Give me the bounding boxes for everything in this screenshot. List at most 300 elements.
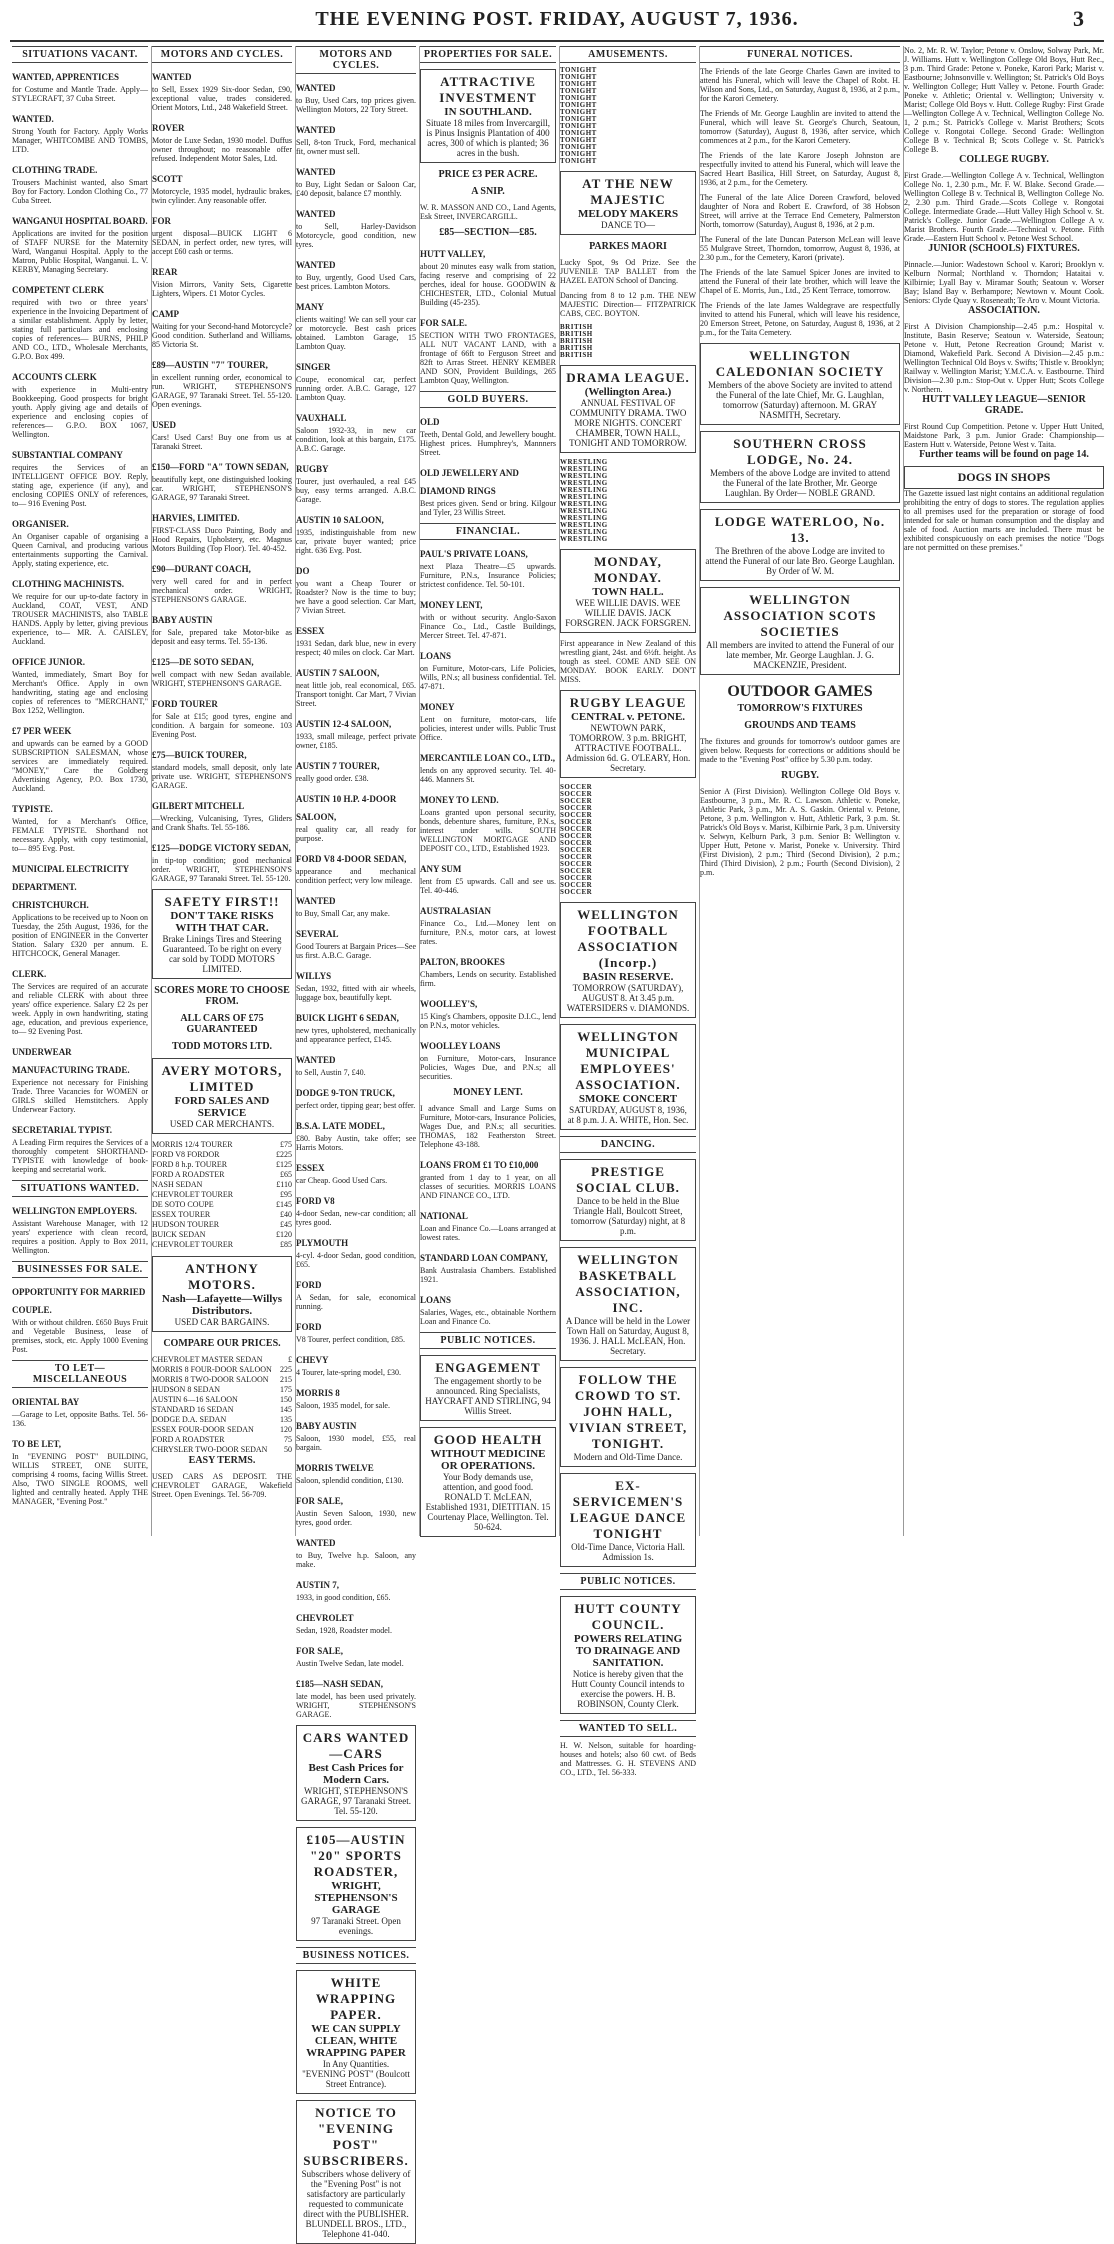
ad-body: V8 Tourer, perfect condition, £85. (296, 1335, 405, 1344)
classified-ad (296, 1233, 416, 1269)
ad-title: ATTRACTIVE INVESTMENT (439, 74, 537, 105)
classified-ad (296, 1158, 416, 1185)
ad-lead: WANTED, APPRENTICES (12, 72, 120, 82)
ad-lead: FOR SALE. (420, 318, 468, 328)
column-amusements (560, 46, 696, 1777)
classified-ad (296, 255, 416, 291)
ad-body: Wanted, immediately, Smart Boy for Merchant's Office. Apply in own handwriting, stating age and enclosing copies of references to "MERCHANT," Box 1252, Wellington. (12, 670, 148, 715)
ad-lead: USED (152, 420, 177, 430)
classified-ad (296, 561, 416, 615)
ad-lead: CLOTHING MACHINISTS. (12, 579, 125, 589)
ad-body: Sedan, 1928, Roadster model. (296, 1626, 392, 1635)
banner-word: TONIGHT (560, 87, 597, 95)
classified-ad (420, 697, 556, 742)
ad-title: GOOD HEALTH (433, 1432, 543, 1447)
classified-ad (296, 1191, 416, 1227)
scores-title: SCORES MORE TO CHOOSE FROM. (154, 985, 290, 1007)
classified-ad (420, 595, 556, 640)
car-name: DODGE D.A. SEDAN (152, 1415, 227, 1424)
banner-word: TONIGHT (560, 122, 597, 130)
ad-lead: £125—DODGE VICTORY SEDAN, (152, 843, 291, 853)
section-heading: SITUATIONS VACANT. (12, 46, 148, 63)
ad-lead: OLD (420, 417, 440, 427)
ad-body: perfect order, tipping gear; best offer. (296, 1101, 416, 1110)
banner-word: WRESTLING (560, 472, 608, 480)
ad-body: The Brethren of the above Lodge are invited to attend the Funeral of our late Bro. George Laughlan. By Order of W. M. (705, 546, 895, 576)
classified-ad (296, 78, 416, 114)
banner-word: WRESTLING (560, 500, 608, 508)
page-number: 3 (1073, 6, 1084, 31)
section-heading: FUNERAL NOTICES. (700, 46, 900, 63)
price-row (152, 1230, 292, 1240)
ad-body: for Costume and Mantle Trade. Apply— STYLECRAFT, 37 Cuba Street. (12, 85, 148, 103)
price-row (152, 1200, 292, 1210)
banner-word: TONIGHT (560, 80, 597, 88)
ad-body: with experience in Multi-entry Bookkeeping. Good prospects for bright youth. Apply giving age and details of experience and enclosing copies of references— G.P.O. BOX 1067, Wellington. (12, 385, 148, 439)
funeral-notice (700, 268, 900, 295)
ad-body: Loans granted upon personal security, bonds, debenture shares, furniture, P.N.s, interest under wills. SOUTH WELLINGTON MORTGAGE AND DEPOSIT CO., LTD., Established 1923. (420, 808, 556, 853)
classified-ad (12, 445, 148, 508)
banner-word: TONIGHT (560, 115, 597, 123)
section-heading: GOLD BUYERS. (420, 391, 556, 408)
funeral-notice (700, 193, 900, 229)
ad-body: Finance Co., Ltd.—Money lent on furniture, P.N.s, motor cars, at lowest rates. (420, 919, 556, 946)
ad-subtitle: (Wellington Area.) (584, 386, 672, 398)
classified-ad (152, 796, 292, 832)
ad-subtitle: FORD SALES AND SERVICE (174, 1095, 270, 1119)
ad-body: USED CAR MERCHANTS. (169, 1119, 275, 1129)
classified-ad (152, 118, 292, 163)
ad-body: Members of the above Society are invited to attend the Funeral of the late Chief, Mr. G. Laughlan, tomorrow (Saturday) afternoon. M. GRAY NASMITH, Secretary. (708, 380, 892, 420)
rugby-league-ad (560, 690, 696, 778)
ad-subtitle: DON'T TAKE RISKS WITH THAT CAR. (170, 910, 274, 934)
classified-ad (12, 574, 148, 646)
classified-ad (420, 1036, 556, 1081)
ad-body: Wanted, for a Merchant's Office, FEMALE TYPISTE. Shorthand not necessary. Apply, with copy testimonial, to— 895 Evg. Post. (12, 817, 148, 853)
ad-lead: UNDERWEAR MANUFACTURING TRADE. (12, 1047, 130, 1075)
ad-body: 1935, indistinguishable from new car, private buyer wanted; price right. 636 Evg. Post. (296, 528, 416, 555)
outdoor-games-title: OUTDOOR GAMES (727, 683, 873, 700)
rugby-fixtures: Senior A (First Division). Wellington College Old Boys v. Eastbourne, 3 p.m., Mr. R. C. Lawson. Athletic v. Poneke, Athletic Park, 3 p.m., Mr. A. S. Gaskin. Oriental v. Petone, Petone, 3 p.m. Wellington v. Hutt, Athletic Park, 3 p.m. St. Patrick's Old Boys v. Marist, Kilbirnie Park, 3 p.m. University v. Selwyn, Kelburn Park, 3 p.m. Senior B: Wellington v. Upper Hutt, Petone v. Marist, Poneke v. University. Third (First Division), 2 p.m.; Third (Second Division), 2 p.m.; Third (Third Division), 2 p.m.; Fourth (Second Division), 2 p.m. (700, 787, 900, 877)
ad-body: Saloon 1932-33, in new car condition, look at this bargain, £175. A.B.C. Garage. (296, 426, 416, 453)
classified-ad (12, 514, 148, 568)
ad-body: to Sell, Essex 1929 Six-door Sedan, £90, exceptional value, trades considered. Orient Motors, Ltd., 248 Wakefield Street. (152, 85, 292, 112)
banner-word: SOCCER (560, 804, 593, 812)
ad-lead: WANTED (296, 167, 336, 177)
classified-ad (296, 1050, 416, 1077)
ad-body: requires the Services of an INTELLIGENT OFFICE BOY. Reply, stating age, experience (if any), and enclosing COPIES ONLY of references, to— 916 Evening Post. (12, 463, 148, 508)
price-row (152, 1180, 292, 1190)
classified-ad (420, 313, 556, 385)
ad-title: NOTICE TO "EVENING POST" SUBSCRIBERS. (303, 2105, 409, 2168)
agent: W. R. MASSON AND CO., Land Agents, Esk Street, INVERCARGILL. (420, 203, 556, 221)
association-fixtures: First A Division Championship—2.45 p.m.: Hospital v. Institute, Basin Reserve; Seatoun v. Waterside, Seatoun; Petone v. Hutt, Petone Recreation Ground; Marist v. Diamond, Wakefield Park. Second A Division—2.45 p.m.: Wellington Technical Old Boys v. Swifts; Thistle v. Brooklyn; Railway v. Wellington Marist; Y.M.C.A. v. Eastbourne. Third Division—2.30 p.m.: Stop-Out v. Upper Hutt; Scots College v. Northern. (904, 322, 1104, 394)
section-heading: MOTORS AND CYCLES. (296, 46, 416, 74)
wrestling-banner (560, 459, 696, 543)
ad-lead: FOR (152, 216, 171, 226)
hutt-council-notice (560, 1596, 696, 1714)
classified-ad (152, 262, 292, 298)
ad-body: Good Tourers at Bargain Prices—See us first. A.B.C. Garage. (296, 942, 417, 960)
ad-subtitle: WITHOUT MEDICINE OR OPERATIONS. (430, 1448, 546, 1472)
ad-body: SATURDAY, AUGUST 8, 1936, at 8 p.m. J. A. WHITE, Hon. Sec. (567, 1105, 689, 1125)
ad-body: to Sell, Harley-Davidson Motorcycle, good condition, new tyres. (296, 222, 416, 249)
ad-body: 4-door Sedan, new-car condition; all tyres good. (296, 1209, 416, 1227)
ad-body: clients waiting! We can sell your car or motorcycle. Best cash prices obtained. Lambton Garage, 15 Lambton Quay. (296, 315, 416, 351)
ad-lead: £125—DE SOTO SEDAN, (152, 657, 254, 667)
car-name: CHEVROLET TOURER (152, 1190, 234, 1199)
ad-body: The Services are required of an accurate and reliable CLERK with about three years' office experience. Salary £2 2s per week. Apply in own handwriting, stating age, education, and previous experience, to— 92 Evening Post. (12, 982, 148, 1036)
car-name: CHEVROLET TOURER (152, 1240, 234, 1249)
ad-lead: NATIONAL (420, 1211, 468, 1221)
ad-body: Motorcycle, 1935 model, hydraulic brakes, twin cylinder. Any reasonable offer. (152, 187, 292, 205)
section-price: £85—SECTION—£85. (439, 227, 537, 238)
anthony-ad (152, 1256, 292, 1332)
ad-body: car Cheap. Good Used Cars. (296, 1176, 388, 1185)
classified-ad (296, 663, 416, 708)
classified-ad (420, 994, 556, 1030)
ad-body: Waiting for your Second-hand Motorcycle? Good condition. Sutherland and Williams, 85 Victoria St. (152, 322, 292, 349)
classified-ad (296, 162, 416, 198)
ad-lead: MANY (296, 302, 324, 312)
column-motors-1 (152, 46, 292, 1536)
classified-ad (152, 508, 292, 553)
classified-ad (12, 721, 148, 793)
ad-title: CARS WANTED—CARS (302, 1730, 410, 1761)
ad-lead: WANTED (296, 260, 336, 270)
ad-body: Saloon, 1930 model, £55, real bargain. (296, 1434, 416, 1452)
classified-ad (12, 964, 148, 1036)
classified-ad (152, 457, 292, 502)
classified-ad (420, 790, 556, 853)
classified-ad (420, 1206, 556, 1242)
funeral-notice-text: The Friends of Mr. George Laughlin are invited to attend the Funeral, which will leave St. George's Church, Seatoun, tomorrow (Saturday), August 8, 1936, after service, which commences at 2 p.m., for the Karori Cemetery. (700, 109, 900, 145)
ad-body: —Wrecking, Vulcanising, Tyres, Gliders and Crank Shafts. Tel. 55-186. (152, 814, 292, 832)
ad-body: you want a Cheap Tourer or Roadster? Now is the time to buy; we have a good selection. Car Mart, 7 Vivian Street. (296, 579, 416, 615)
austin20-ad (296, 1827, 416, 1941)
section-heading: WANTED TO SELL. (560, 1720, 696, 1737)
banner-word: TONIGHT (560, 108, 597, 116)
ad-lead: LOANS (420, 651, 452, 661)
classified-ad (420, 244, 556, 307)
ad-body: late model, has been used privately. WRIGHT, STEPHENSON'S GARAGE. (296, 1692, 416, 1719)
classified-ad (296, 1008, 416, 1044)
ad-title: WELLINGTON CALEDONIAN SOCIETY (715, 348, 885, 379)
servicemen-ad (560, 1473, 696, 1567)
price-row (152, 1210, 292, 1220)
classified-ad (296, 1674, 416, 1719)
price-row (152, 1405, 292, 1415)
ad-lead: £89—AUSTIN "7" TOURER, (152, 360, 268, 370)
classified-ad (152, 355, 292, 409)
newspaper-title: THE EVENING POST. FRIDAY, AUGUST 7, 1936. (315, 8, 799, 30)
ad-title: AT THE NEW MAJESTIC (582, 176, 674, 207)
tonight-banner (560, 67, 696, 165)
ad-body: Saloon, splendid condition, £130. (296, 1476, 404, 1485)
price-row (152, 1150, 292, 1160)
concert-ad (560, 1024, 696, 1130)
ad-lead: SCOTT (152, 174, 183, 184)
ad-lead: FOR SALE, (296, 1496, 344, 1506)
ad-subtitle: Nash—Lafayette—Willys Distributors. (161, 1293, 283, 1317)
ad-title: EX-SERVICEMEN'S LEAGUE DANCE TONIGHT (569, 1478, 687, 1541)
price-row (152, 1220, 292, 1230)
ad-body: Members of the above Lodge are invited to attend the Funeral of the late Brother, Mr. George Laughlan. By Order— NOBLE GRAND. (710, 468, 890, 498)
ad-lead: CLERK. (12, 969, 47, 979)
car-price: £125 (276, 1160, 292, 1169)
ad-body: standard models, small deposit, only late private use. WRIGHT, STEPHENSON'S GARAGE. (152, 763, 292, 790)
banner-word: WRESTLING (560, 507, 608, 515)
ad-lead: WANTED (296, 209, 336, 219)
ad-body: Chambers, Lends on security. Established firm. (420, 970, 556, 988)
ad-lead: OPPORTUNITY FOR MARRIED COUPLE. (12, 1287, 146, 1315)
classified-ad (12, 859, 148, 958)
banner-word: SOCCER (560, 874, 593, 882)
ad-body: neat little job, real economical, £65. Transport tonight. Car Mart, 7 Vivian Street. (296, 681, 416, 708)
car-name: CHEVROLET MASTER SEDAN (152, 1355, 263, 1364)
funeral-notices (700, 67, 900, 337)
dancing-note: Dancing from 8 to 12 p.m. THE NEW MAJESTIC Direction— FITZPATRICK CABS, CEC. BOYTON. (560, 291, 696, 318)
ad-lead: PALTON, BROOKES (420, 957, 505, 967)
classified-ad (152, 415, 292, 451)
ad-lead: STANDARD LOAN COMPANY, (420, 1253, 548, 1263)
banner-word: SOCCER (560, 783, 593, 791)
ad-body: lends on any approved security. Tel. 40-446. Manners St. (420, 766, 556, 784)
ad-lead: £90—DURANT COACH, (152, 564, 251, 574)
car-name: ESSEX FOUR-DOOR SEDAN (152, 1425, 254, 1434)
cars-wanted-ad (296, 1725, 416, 1821)
price-line: PRICE £3 PER ACRE. (438, 169, 538, 180)
ad-lead: WANGANUI HOSPITAL BOARD. (12, 216, 148, 226)
classified-ad (12, 160, 148, 205)
banner-word: WRESTLING (560, 465, 608, 473)
classified-ad (12, 280, 148, 361)
ad-lead: FORD (296, 1280, 322, 1290)
car-name: NASH SEDAN (152, 1180, 203, 1189)
banner-word: WRESTLING (560, 458, 608, 466)
ad-body: £80. Baby Austin, take offer; see Harris Motors. (296, 1134, 416, 1152)
section-heading: TO LET—MISCELLANEOUS (12, 1360, 148, 1388)
car-price: £85 (280, 1240, 292, 1249)
ad-lead: REAR (152, 267, 178, 277)
ad-body: Cars! Used Cars! Buy one from us at Taranaki Street. (152, 433, 292, 451)
banner-word: SOCCER (560, 860, 593, 868)
ad-body: Modern and Old-Time Dance. (573, 1452, 683, 1462)
ad-body: urgent disposal—BUICK LIGHT 6 SEDAN, in perfect order, new tyres, will accept £60 cash or terms. (152, 229, 292, 256)
ad-body: real quality car, all ready for purpose. (296, 825, 416, 843)
ad-body: on Furniture, Motor-cars, Insurance Policies, Wages Due, and P.N.s; all securities. (420, 1054, 556, 1081)
banner-word: WRESTLING (560, 528, 608, 536)
ad-body: Applications are invited for the position of STAFF NURSE for the Maternity Ward, Wanganui Hospital. Apply to the Matron, Public Hospital, Wanganui. L. V. KERBY, Managing Secretary. (12, 229, 148, 274)
classified-ad (152, 745, 292, 790)
classified-ad (296, 1533, 416, 1569)
classified-ad (296, 120, 416, 156)
ad-lead: TYPISTE. (12, 804, 53, 814)
classified-ad (152, 694, 292, 739)
ad-body: to Buy, urgently, Good Used Cars, best prices. Lambton Motors. (296, 273, 416, 291)
classified-ad (12, 367, 148, 439)
ad-body: granted from 1 day to 1 year, on all classes of securities. MORRIS LOANS AND FINANCE CO., LTD. (420, 1173, 556, 1200)
ad-body: Austin Twelve Sedan, late model. (296, 1659, 404, 1668)
banner-word: SOCCER (560, 881, 593, 889)
funeral-notice (700, 151, 900, 187)
ad-subtitle: POWERS RELATING TO DRAINAGE AND SANITATION. (573, 1633, 683, 1669)
funeral-notice-text: The Friends of the late Karore Joseph Johnston are respectfully invited to attend his Funeral, which will leave the Sacred Heart Basilica, Hill Street, on Saturday, August 8, 1936, at 2 p.m., for the Cemetery. (700, 151, 900, 187)
ad-body: Trousers Machinist wanted, also Smart Boy for Factory. London Clothing Co., 77 Cuba Street. (12, 178, 148, 205)
ad-lead: TO BE LET, (12, 1439, 61, 1449)
engagement-ad (420, 1355, 556, 1421)
ad-body: —Garage to Let, opposite Baths. Tel. 56-136. (12, 1410, 148, 1428)
classified-ad (12, 799, 148, 853)
college-heading: COLLEGE RUGBY. (959, 154, 1049, 165)
banner-word: TONIGHT (560, 129, 597, 137)
classified-ad (420, 901, 556, 946)
hutt-league-heading: HUTT VALLEY LEAGUE—SENIOR GRADE. (922, 394, 1086, 416)
college-fixtures: First Grade.—Wellington College A v. Technical, Wellington College No. 1, 2.30 p.m., Mr. F. W. Blake. Second Grade.—Wellington College B v. Technical B, Wellington College No. 2, 2.30 p.m. Third Grade.—Scots College v. Rongotai College. Intermediate Grade.—Hutt Valley High School v. St. Patrick's College. Junior Grade.—Wellington College A v. Marist Brothers. Fourth Grade.—Technical v. Petone. Fifth Grade.—Eastern Hutt School v. Petone West School. (904, 171, 1104, 243)
results-top: No. 2, Mr. R. W. Taylor; Petone v. Onslow, Solway Park, Mr. J. Williams. Hutt v. Wellington College Old Boys, Hutt Rec., 3 p.m. Third Grade: Petone v. Poneke, Karori Park; Marist v. Eastbourne; Johnsonville v. Wellington; St. Patrick's Old Boys v. Wellington College; Hutt Valley v. Petone. Fourth Grade: Poneke v. Athletic; Oriental v. Wellington; University v. Marist; College Old Boys v. Hutt. College Rugby: First Grade—Wellington College A v. Technical, Wellington College No. 1, 2 p.m.; St. Patrick's College v. Marist Brothers; Scots College v. Rongotai College. Second Grade: Wellington College B v. Technical B; Scots College v. St. Patrick's College B. (904, 46, 1104, 154)
ad-body: Loan and Finance Co.—Loans arranged at lowest rates. (420, 1224, 556, 1242)
ad-body: to Buy, Small Car, any make. (296, 909, 390, 918)
ad-lead: ESSEX (296, 1163, 325, 1173)
ad-subtitle: Best Cash Prices for Modern Cars. (308, 1762, 404, 1786)
funeral-notice (700, 301, 900, 337)
southland-ad (420, 69, 556, 163)
price-row (152, 1365, 292, 1375)
caledonian-notice (700, 343, 900, 425)
ad-body: to Buy, Light Sedan or Saloon Car, £40 deposit, balance £7 monthly. (296, 180, 416, 198)
ad-lead: CHEVROLET (296, 1613, 354, 1623)
banner-word: SOCCER (560, 790, 593, 798)
section-heading: PROPERTIES FOR SALE. (420, 46, 556, 63)
ad-subtitle: WRIGHT, STEPHENSON'S GARAGE (314, 1880, 398, 1916)
ad-body: beautifully kept, one distinguished looking car. WRIGHT, STEPHENSON'S GARAGE, 97 Taranaki Street. (152, 475, 292, 502)
ad-lead: AUSTIN 7 SALOON, (296, 668, 380, 678)
banner-word: TONIGHT (560, 94, 597, 102)
health-ad (420, 1427, 556, 1537)
ad-body: lent from £5 upwards. Call and see us. Tel. 40-446. (420, 877, 556, 895)
car-price: £40 (280, 1210, 292, 1219)
car-name: BUICK SEDAN (152, 1230, 206, 1239)
ad-lead: WANTED (296, 125, 336, 135)
banner-word: WRESTLING (560, 521, 608, 529)
banner-word: WRESTLING (560, 486, 608, 494)
car-name: AUSTIN 6—16 SALOON (152, 1395, 238, 1404)
ad-body: WRIGHT, STEPHENSON'S GARAGE, 97 Taranaki Street. Tel. 55-120. (301, 1786, 411, 1816)
banner-word: TONIGHT (560, 136, 597, 144)
classified-ad (12, 211, 148, 274)
ad-subtitle: CENTRAL v. PETONE. (570, 711, 686, 723)
association-heading: ASSOCIATION. (968, 305, 1040, 316)
classified-ad (420, 646, 556, 691)
classified-ad (420, 1155, 556, 1200)
ad-body: about 20 minutes easy walk from station, facing reserve and comprising of 22 perches, ideal for house. GOODWIN & CHICHESTER, LTD., Colonial Mutual Building (45-235). (420, 262, 556, 307)
ad-body: Tourer, just overhauled, a real £45 buy, easy terms arranged. A.B.C. Garage. (296, 477, 416, 504)
classified-ad (152, 169, 292, 205)
ad-lead: WANTED (296, 1538, 336, 1548)
ad-lead: £75—BUICK TOURER, (152, 750, 247, 760)
ad-lead: AUSTIN 7 TOURER, (296, 761, 380, 771)
funeral-notice-text: The Funeral of the late Alice Doreen Crawford, beloved daughter of Nora and Robert E. Crawford, of 38 Hobson Street, will arrive at the Terrace End Cemetery, Palmerston North, tomorrow (Saturday), August 8, 1936, at 2 p.m. (700, 193, 900, 229)
ad-lead: BABY AUSTIN (152, 615, 213, 625)
ad-lead: DO (296, 566, 310, 576)
ad-subtitle: SMOKE CONCERT (578, 1093, 678, 1105)
junior-fixtures: Pinnacle.—Junior: Wadestown School v. Karori; Brooklyn v. Kelburn Normal; Northland v. Thorndon; Hataitai v. Kilbirnie; Lyall Bay v. Miramar South; Seatoun v. Worser Bay; Island Bay v. Berhampore; Newtown v. Mount Cook. Seniors: Clyde Quay v. Roseneath; Te Aro v. Mount Victoria. (904, 260, 1104, 305)
price-row (152, 1445, 292, 1455)
ad-title: SAFETY FIRST!! (164, 894, 280, 909)
ad-body: in tip-top condition; good mechanical order. WRIGHT, STEPHENSON'S GARAGE, 97 Taranaki Street. Tel. 55-120. (152, 856, 292, 883)
ad-body: Sell, 8-ton Truck, Ford, mechanical fit, owner must sell. (296, 138, 416, 156)
hutt-league-fixtures: First Round Cup Competition. Petone v. Upper Hutt United, Maidstone Park, 3 p.m. Junior Grade: Championship—Eastern Hutt v. Waterside, Petone West v. Taita. (904, 422, 1104, 449)
subscribers-notice (296, 2100, 416, 2244)
banner-word: SOCCER (560, 853, 593, 861)
parkes: PARKES MAORI (589, 241, 667, 252)
juniors-heading: JUNIOR (SCHOOLS) FIXTURES. (928, 243, 1080, 254)
classified-ad (296, 510, 416, 555)
ad-title: RUGBY LEAGUE (569, 695, 687, 710)
classified-ad (152, 559, 292, 604)
section-heading: PUBLIC NOTICES. (560, 1573, 696, 1590)
car-price: £110 (276, 1180, 292, 1189)
funeral-notice (700, 235, 900, 262)
car-price: £120 (276, 1230, 292, 1239)
ad-lead: ORGANISER. (12, 519, 69, 529)
rugby-heading: RUGBY. (781, 770, 819, 781)
banner-word: SOCCER (560, 797, 593, 805)
classified-ad (420, 748, 556, 784)
ad-body: Sedan, 1932, fitted with air wheels, luggage box, beautifully kept. (296, 984, 416, 1002)
car-name: DE SOTO COUPE (152, 1200, 214, 1209)
banner-word: BRITISH (560, 344, 593, 352)
compare-list (152, 1355, 292, 1455)
masthead (0, 0, 1114, 40)
ad-body: with or without security. Anglo-Saxon Finance Co., Ltd., Castle Buildings, Mercer Street. Tel. 47-871. (420, 613, 556, 640)
car-price: 225 (280, 1365, 292, 1374)
snip: A SNIP. (471, 186, 505, 197)
price-row (152, 1415, 292, 1425)
ad-lead: MONEY (420, 702, 455, 712)
ad-body: ANNUAL FESTIVAL OF COMMUNITY DRAMA. TWO MORE NIGHTS. CONCERT CHAMBER, TOWN HALL, TONIGHT AND TOMORROW. (569, 398, 687, 448)
ad-body: 15 King's Chambers, opposite D.I.C., lend on P.N.s, motor vehicles. (420, 1012, 556, 1030)
wrestling-body: First appearance in New Zealand of this wrestling giant, 24st. and 6½ft. height. As tough as steel. COME AND SEE ON MONDAY. BOOK EARLY. DON'T MISS. (560, 639, 696, 684)
money-lent-title: MONEY LENT. (453, 1087, 523, 1098)
ad-body: Your Body demands use, attention, and good food. RONALD T. McLEAN, Established 1931, DIETITIAN. 15 Courtenay Place, Wellington. Tel. 50-624. (425, 1472, 551, 1532)
banner-word: SOCCER (560, 867, 593, 875)
wrapping-ad (296, 1970, 416, 2094)
ad-body: Bank Australasia Chambers. Established 1921. (420, 1266, 556, 1284)
ad-lead: FORD V8 (296, 1196, 335, 1206)
ad-lead: OFFICE JUNIOR. (12, 657, 86, 667)
easy-terms-body: USED CARS AS DEPOSIT. THE CHEVROLET GARAGE, Wakefield Street. Open Evenings. Tel. 56-709. (152, 1472, 292, 1499)
classified-ad (420, 859, 556, 895)
scores-sub: ALL CARS OF £75 GUARANTEED (180, 1013, 264, 1035)
masthead-rule (10, 40, 1104, 42)
banner-word: SOCCER (560, 811, 593, 819)
ad-body: to Sell, Austin 7, £40. (296, 1068, 366, 1077)
ad-title: WELLINGTON FOOTBALL ASSOCIATION (Incorp.) (577, 907, 679, 970)
price-row (152, 1395, 292, 1405)
classified-ad (12, 1392, 148, 1428)
ad-lead: FORD V8 4-DOOR SEDAN, (296, 854, 407, 864)
grounds-title: GROUNDS AND TEAMS (744, 720, 856, 731)
avery-ad (152, 1058, 292, 1134)
ad-lead: WANTED (296, 896, 336, 906)
column-results (904, 46, 1104, 1536)
ad-body: Teeth, Dental Gold, and Jewellery bought. Highest prices. Humphrey's, Mannners Street. (420, 430, 556, 457)
banner-word: SOCCER (560, 839, 593, 847)
banner-word: SOCCER (560, 818, 593, 826)
classified-ad (420, 1248, 556, 1284)
ad-lead: FOR SALE, (296, 1646, 344, 1656)
